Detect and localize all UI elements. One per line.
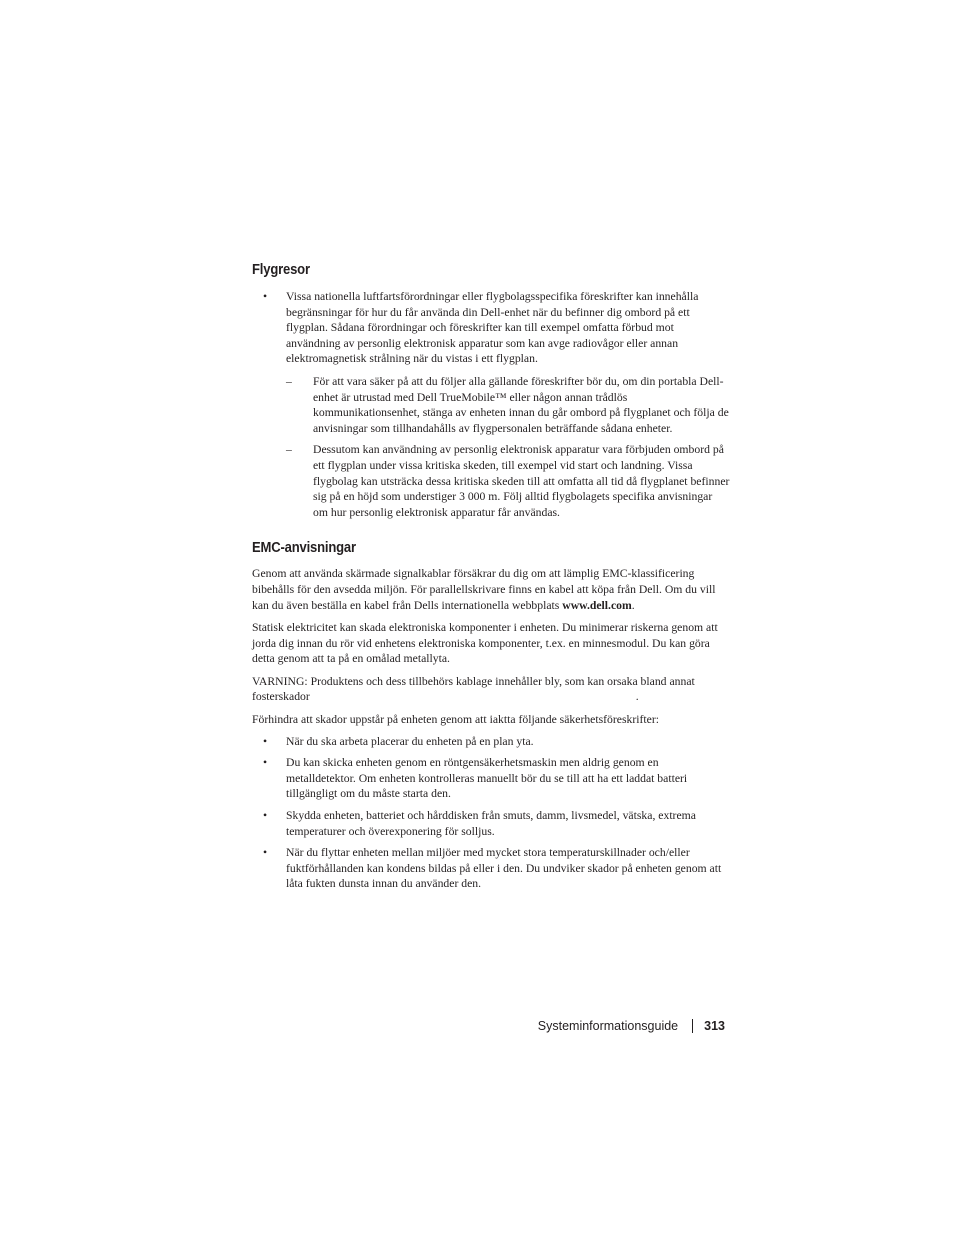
warning-label: VARNING: bbox=[252, 674, 308, 688]
list-item-text: Vissa nationella luftfartsförordningar eller flygbolagsspecifika föreskrifter kan innehålla begränsningar för hur du får använda din Dell-enhet när du befinner dig ombord på ett flygplan. Sådana förordningar och föreskrifter kan till exempel omfatta förbud mot användning av personlig elektronisk apparatur som kan avge radiovågor eller annan elektromagnetisk strålning när du vistas i ett flygplan. bbox=[286, 290, 699, 366]
list-item: • Skydda enheten, batteriet och hårddisken från smuts, damm, livsmedel, vätska, extrema temperaturer och överexponering för solljus. bbox=[252, 808, 730, 839]
page-number: 313 bbox=[704, 1019, 725, 1033]
list-item: • När du ska arbeta placerar du enheten på en plan yta. bbox=[252, 734, 730, 750]
section-heading-emc: EMC-anvisningar bbox=[252, 540, 356, 557]
sub-list-item-text: För att vara säker på att du följer alla gällande föreskrifter bör du, om din portabla Dell-enhet är utrustad med Dell TrueMobile™ eller någon annan trådlös kommunikationsenhet, stänga av enheten innan du går ombord på flygplanet och följa de anvisningar som tillhandahålls av flygpersonalen beträffande sådana enheter. bbox=[313, 374, 729, 435]
warning-end: . bbox=[635, 690, 639, 704]
paragraph-end: . bbox=[631, 598, 635, 612]
footer-divider bbox=[692, 1019, 693, 1033]
sub-list bbox=[286, 374, 730, 520]
warning-paragraph bbox=[252, 674, 730, 705]
paragraph-text: Genom att använda skärmade signalkablar försäkrar du dig om att lämplig EMC-klassificering bibehålls för den avsedda miljön. För parallellskrivare finns en kabel att köpa från Dell. Om du vill kan du även beställa en kabel från Dells internationella webbplats bbox=[252, 567, 716, 612]
page-footer bbox=[520, 1019, 725, 1033]
sub-list-item bbox=[286, 442, 730, 520]
flygresor-list bbox=[252, 289, 730, 520]
sub-list-item-text: Dessutom kan användning av personlig elektronisk apparatur vara förbjuden ombord på ett flygplan under vissa kritiska skeden, till exempel vid start och landning. Vissa flygbolag kan utsträcka dessa kritiska skeden till att omfatta all tid då flygplanet befinner sig på en höjd som understiger 3 000 m. Följ alltid flygbolagets specifika anvisningar om hur personlig elektronisk apparatur får användas. bbox=[313, 443, 730, 519]
dash-marker: – bbox=[286, 443, 292, 457]
guide-title: Systeminformationsguide bbox=[537, 1019, 679, 1033]
list-item: • När du flyttar enheten mellan miljöer med mycket stora temperaturskillnader och/eller fuktförhållanden kan kondens bildas på eller i den. Du undviker skador på enheten genom att låta fukten dunsta innan du använder den. bbox=[252, 845, 730, 892]
warning-text: Produktens och dess tillbehörs kablage innehåller bly, som kan orsaka bland annat fosterskador bbox=[252, 674, 695, 704]
paragraph: Förhindra att skador uppstår på enheten genom att iaktta följande säkerhetsföreskrifter: bbox=[252, 713, 659, 727]
section-heading-flygresor: Flygresor bbox=[252, 262, 310, 278]
dell-website-link[interactable]: www.dell.com bbox=[562, 598, 632, 612]
page-content bbox=[252, 262, 730, 892]
list-item: • Du kan skicka enheten genom en röntgensäkerhetsmaskin men aldrig genom en metalldetektor. Om enheten kontrolleras manuellt bör du se till att ha ett laddat batteri tillgängligt om du måste starta den. bbox=[252, 755, 730, 802]
paragraph: Statisk elektricitet kan skada elektroniska komponenter i enheten. Du minimerar riskerna genom att jorda dig innan du rör vid enhetens elektroniska komponenter, t.ex. en minnesmodul. Du kan göra detta genom att ta på en omålad metallyta. bbox=[252, 621, 718, 666]
safety-list bbox=[252, 734, 730, 892]
paragraph bbox=[252, 566, 730, 613]
dash-marker: – bbox=[286, 374, 292, 388]
sub-list-item bbox=[286, 374, 730, 436]
list-item bbox=[252, 289, 730, 520]
